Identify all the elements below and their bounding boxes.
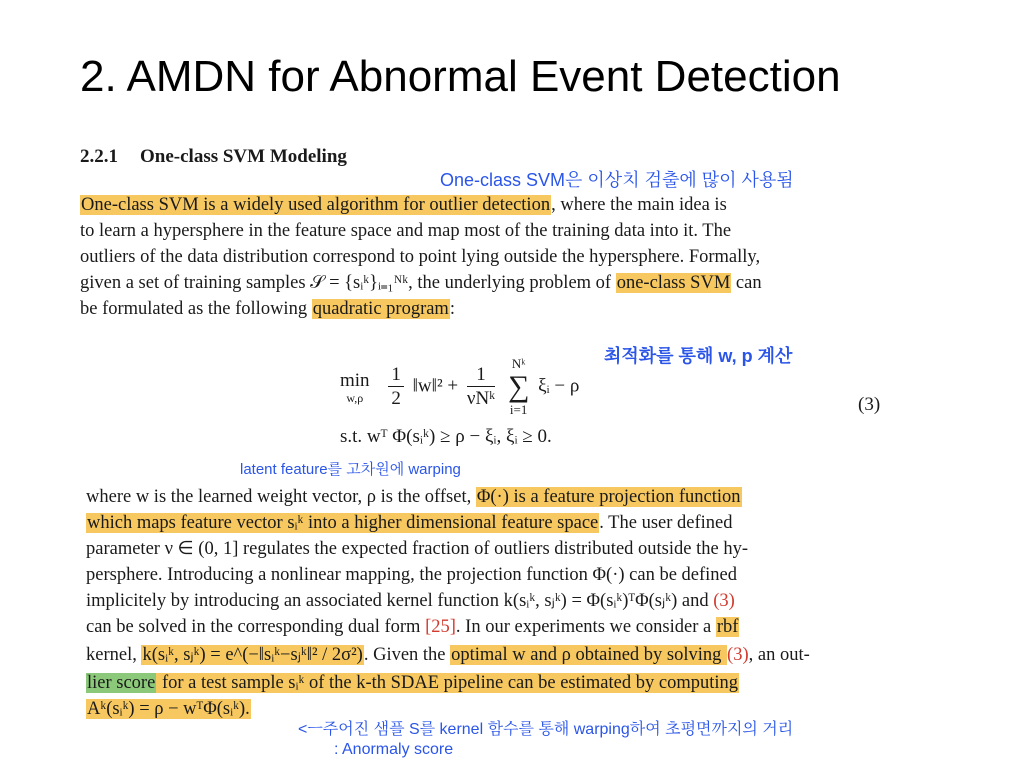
citation-link[interactable]: (3)	[727, 645, 749, 665]
highlight: rbf	[716, 617, 739, 637]
text: Nᵏ	[511, 356, 526, 371]
text: 1	[388, 364, 404, 387]
highlight: one-class SVM	[616, 273, 731, 293]
annotation-latent-note: latent feature를 고차원에 warping	[240, 461, 461, 478]
annotation-svm-note: One-class SVM은 이상치 검출에 많이 사용됨	[440, 170, 794, 190]
text: given a set of training samples 𝒮 = {sᵢᵏ}ᵢ₌₁ᴺᵏ, the underlying problem of	[80, 273, 616, 293]
highlight: One-class SVM is a widely used algorithm for outlier detection	[81, 195, 551, 215]
paragraph-line	[80, 270, 884, 296]
text: , where the main idea is	[551, 195, 727, 215]
section-number: 2.2.1	[80, 146, 118, 167]
constraint-equation: s.t. wᵀ Φ(sᵢᵏ) ≥ ρ − ξᵢ, ξᵢ ≥ 0.	[340, 426, 552, 447]
text: be formulated as the following	[80, 299, 312, 319]
fraction-nu	[467, 364, 495, 411]
paragraph-line: parameter ν ∈ (0, 1] regulates the expected fraction of outliers distributed outside the hy-	[86, 539, 748, 559]
text: ∑	[507, 370, 530, 403]
annotation-warping-note: <ㅡ주어진 샘플 S를 kernel 함수를 통해 warping하여 초평면까지의 거리	[298, 721, 794, 738]
paragraph-one-class-svm	[80, 192, 884, 322]
section-title: One-class SVM Modeling	[140, 146, 347, 167]
paragraph-line	[80, 192, 884, 218]
annotation-optimization-note: 최적화를 통해 w, p 계산	[604, 346, 793, 366]
paragraph-line	[86, 614, 870, 640]
highlight-green: lier score	[87, 673, 156, 693]
text: 1	[467, 364, 495, 387]
slide-title: 2. AMDN for Abnormal Event Detection	[80, 52, 841, 101]
text: where w is the learned weight vector, ρ is the offset,	[86, 487, 476, 507]
text: , an out-	[748, 645, 810, 665]
highlight: quadratic program	[312, 299, 449, 319]
text: implicitely by introducing an associated kernel function k(sᵢᵏ, sⱼᵏ) = Φ(sᵢᵏ)ᵀΦ(sⱼᵏ) and	[86, 591, 714, 611]
text: νNᵏ	[466, 387, 496, 409]
highlight: k(sᵢᵏ, sⱼᵏ) = e^(−‖sᵢᵏ−sⱼᵏ‖² / 2σ²)	[142, 645, 363, 665]
optimization-equation	[340, 356, 579, 418]
paragraph-line	[86, 484, 870, 510]
text: . In our experiments we consider a	[455, 617, 716, 637]
annotation-score-note: : Anormaly score	[334, 741, 454, 758]
paragraph-line: outliers of the data distribution correspond to point lying outside the hypersphere. Formally,	[80, 247, 761, 267]
text: can be solved in the corresponding dual form	[86, 617, 426, 637]
paragraph-line	[80, 296, 884, 322]
citation-link[interactable]: (3)	[713, 591, 735, 611]
paragraph-kernel	[86, 484, 870, 722]
text: w,ρ	[346, 391, 364, 405]
text: 2	[391, 387, 401, 409]
highlight: Φ(·) is a feature projection function	[476, 487, 741, 507]
paragraph-line	[86, 640, 870, 670]
section-heading	[80, 146, 347, 168]
text: can	[731, 273, 762, 293]
highlight: which maps feature vector sᵢᵏ into a higher dimensional feature space	[87, 513, 599, 533]
fraction-half	[388, 364, 404, 411]
paragraph-line	[86, 588, 870, 614]
text: i=1	[509, 402, 528, 417]
paragraph-line	[86, 510, 870, 536]
text: . The user defined	[599, 513, 733, 533]
text: min	[340, 370, 370, 391]
text: . Given the	[363, 645, 451, 665]
citation-link[interactable]: [25]	[425, 617, 456, 637]
slack-term: ξᵢ − ρ	[538, 375, 580, 397]
paragraph-line: to learn a hypersphere in the feature space and map most of the training data into it. The	[80, 221, 732, 241]
equation-number: (3)	[858, 394, 881, 415]
paragraph-line	[86, 670, 870, 696]
summation	[508, 356, 529, 418]
min-operator	[340, 370, 370, 404]
highlight: for a test sample sᵢᵏ of the k-th SDAE pipeline can be estimated by computing	[157, 673, 738, 693]
text: :	[449, 299, 455, 319]
text: kernel,	[86, 645, 142, 665]
paragraph-line: persphere. Introducing a nonlinear mapping, the projection function Φ(·) can be defined	[86, 565, 738, 585]
norm-term: ‖w‖² +	[412, 375, 459, 397]
highlight: Aᵏ(sᵢᵏ) = ρ − wᵀΦ(sᵢᵏ).	[87, 699, 250, 719]
highlight: optimal w and ρ obtained by solving	[451, 645, 727, 665]
